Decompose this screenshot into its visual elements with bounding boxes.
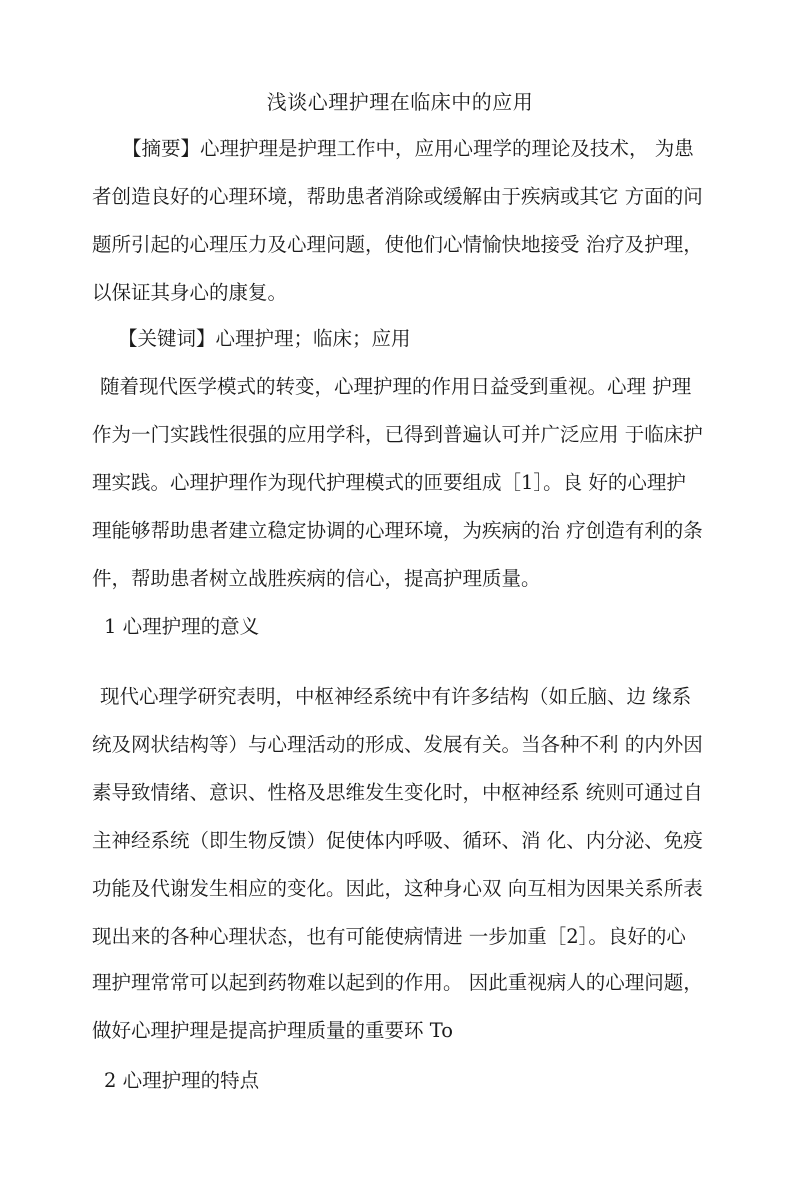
- section-1-line-4: 主神经系统（即生物反馈）促使体内呼吸、循环、消 化、内分泌、免疫: [92, 829, 703, 852]
- section-1-line-2: 统及网状结构等）与心理活动的形成、发展有关。当各种不利 的内外因: [92, 733, 703, 756]
- section-1-line-1: 现代心理学研究表明，中枢神经系统中有许多结构（如丘脑、边 缘系: [100, 685, 692, 708]
- section-2-heading: 2 心理护理的特点: [104, 1069, 260, 1092]
- abstract-line-4: 以保证其身心的康复。: [92, 281, 288, 304]
- abstract-line-1: 【摘要】心理护理是护理工作中，应用心理学的理论及技术， 为患: [122, 137, 694, 160]
- intro-line-1: 随着现代医学模式的转变，心理护理的作用日益受到重视。心理 护理: [100, 375, 692, 398]
- intro-line-5: 件，帮助患者树立战胜疾病的信心，提高护理质量。: [92, 567, 541, 590]
- intro-line-3: 理实践。心理护理作为现代护理模式的匝要组成［1］。良 好的心理护: [92, 471, 686, 494]
- section-1-line-6: 现出来的各种心理状态，也有可能使病情进 一步加重［2］。良好的心: [92, 925, 686, 948]
- section-1-heading: 1 心理护理的意义: [104, 615, 260, 638]
- section-1-line-8: 做好心理护理是提高护理质量的重要环 To: [92, 1019, 453, 1042]
- abstract-line-3: 题所引起的心理压力及心理问题，使他们心情愉快地接受 治疗及护理，: [92, 233, 703, 256]
- section-1-line-5: 功能及代谢发生相应的变化。因此，这种身心双 向互相为因果关系所表: [92, 877, 703, 900]
- intro-line-4: 理能够帮助患者建立稳定协调的心理环境，为疾病的治 疗创造有利的条: [92, 519, 703, 542]
- section-1-line-3: 素导致情绪、意识、性格及思维发生变化时，中枢神经系 统则可通过自: [92, 781, 703, 804]
- keywords-line: 【关键词】心理护理；临床；应用: [118, 327, 411, 350]
- abstract-line-2: 者创造良好的心理环境，帮助患者消除或缓解由于疾病或其它 方面的问: [92, 185, 703, 208]
- intro-line-2: 作为一门实践性很强的应用学科，已得到普遍认可并广泛应用 于临床护: [92, 423, 703, 446]
- section-1-line-7: 理护理常常可以起到药物难以起到的作用。 因此重视病人的心理问题，: [92, 971, 703, 994]
- page-title: 浅谈心理护理在临床中的应用: [266, 90, 534, 114]
